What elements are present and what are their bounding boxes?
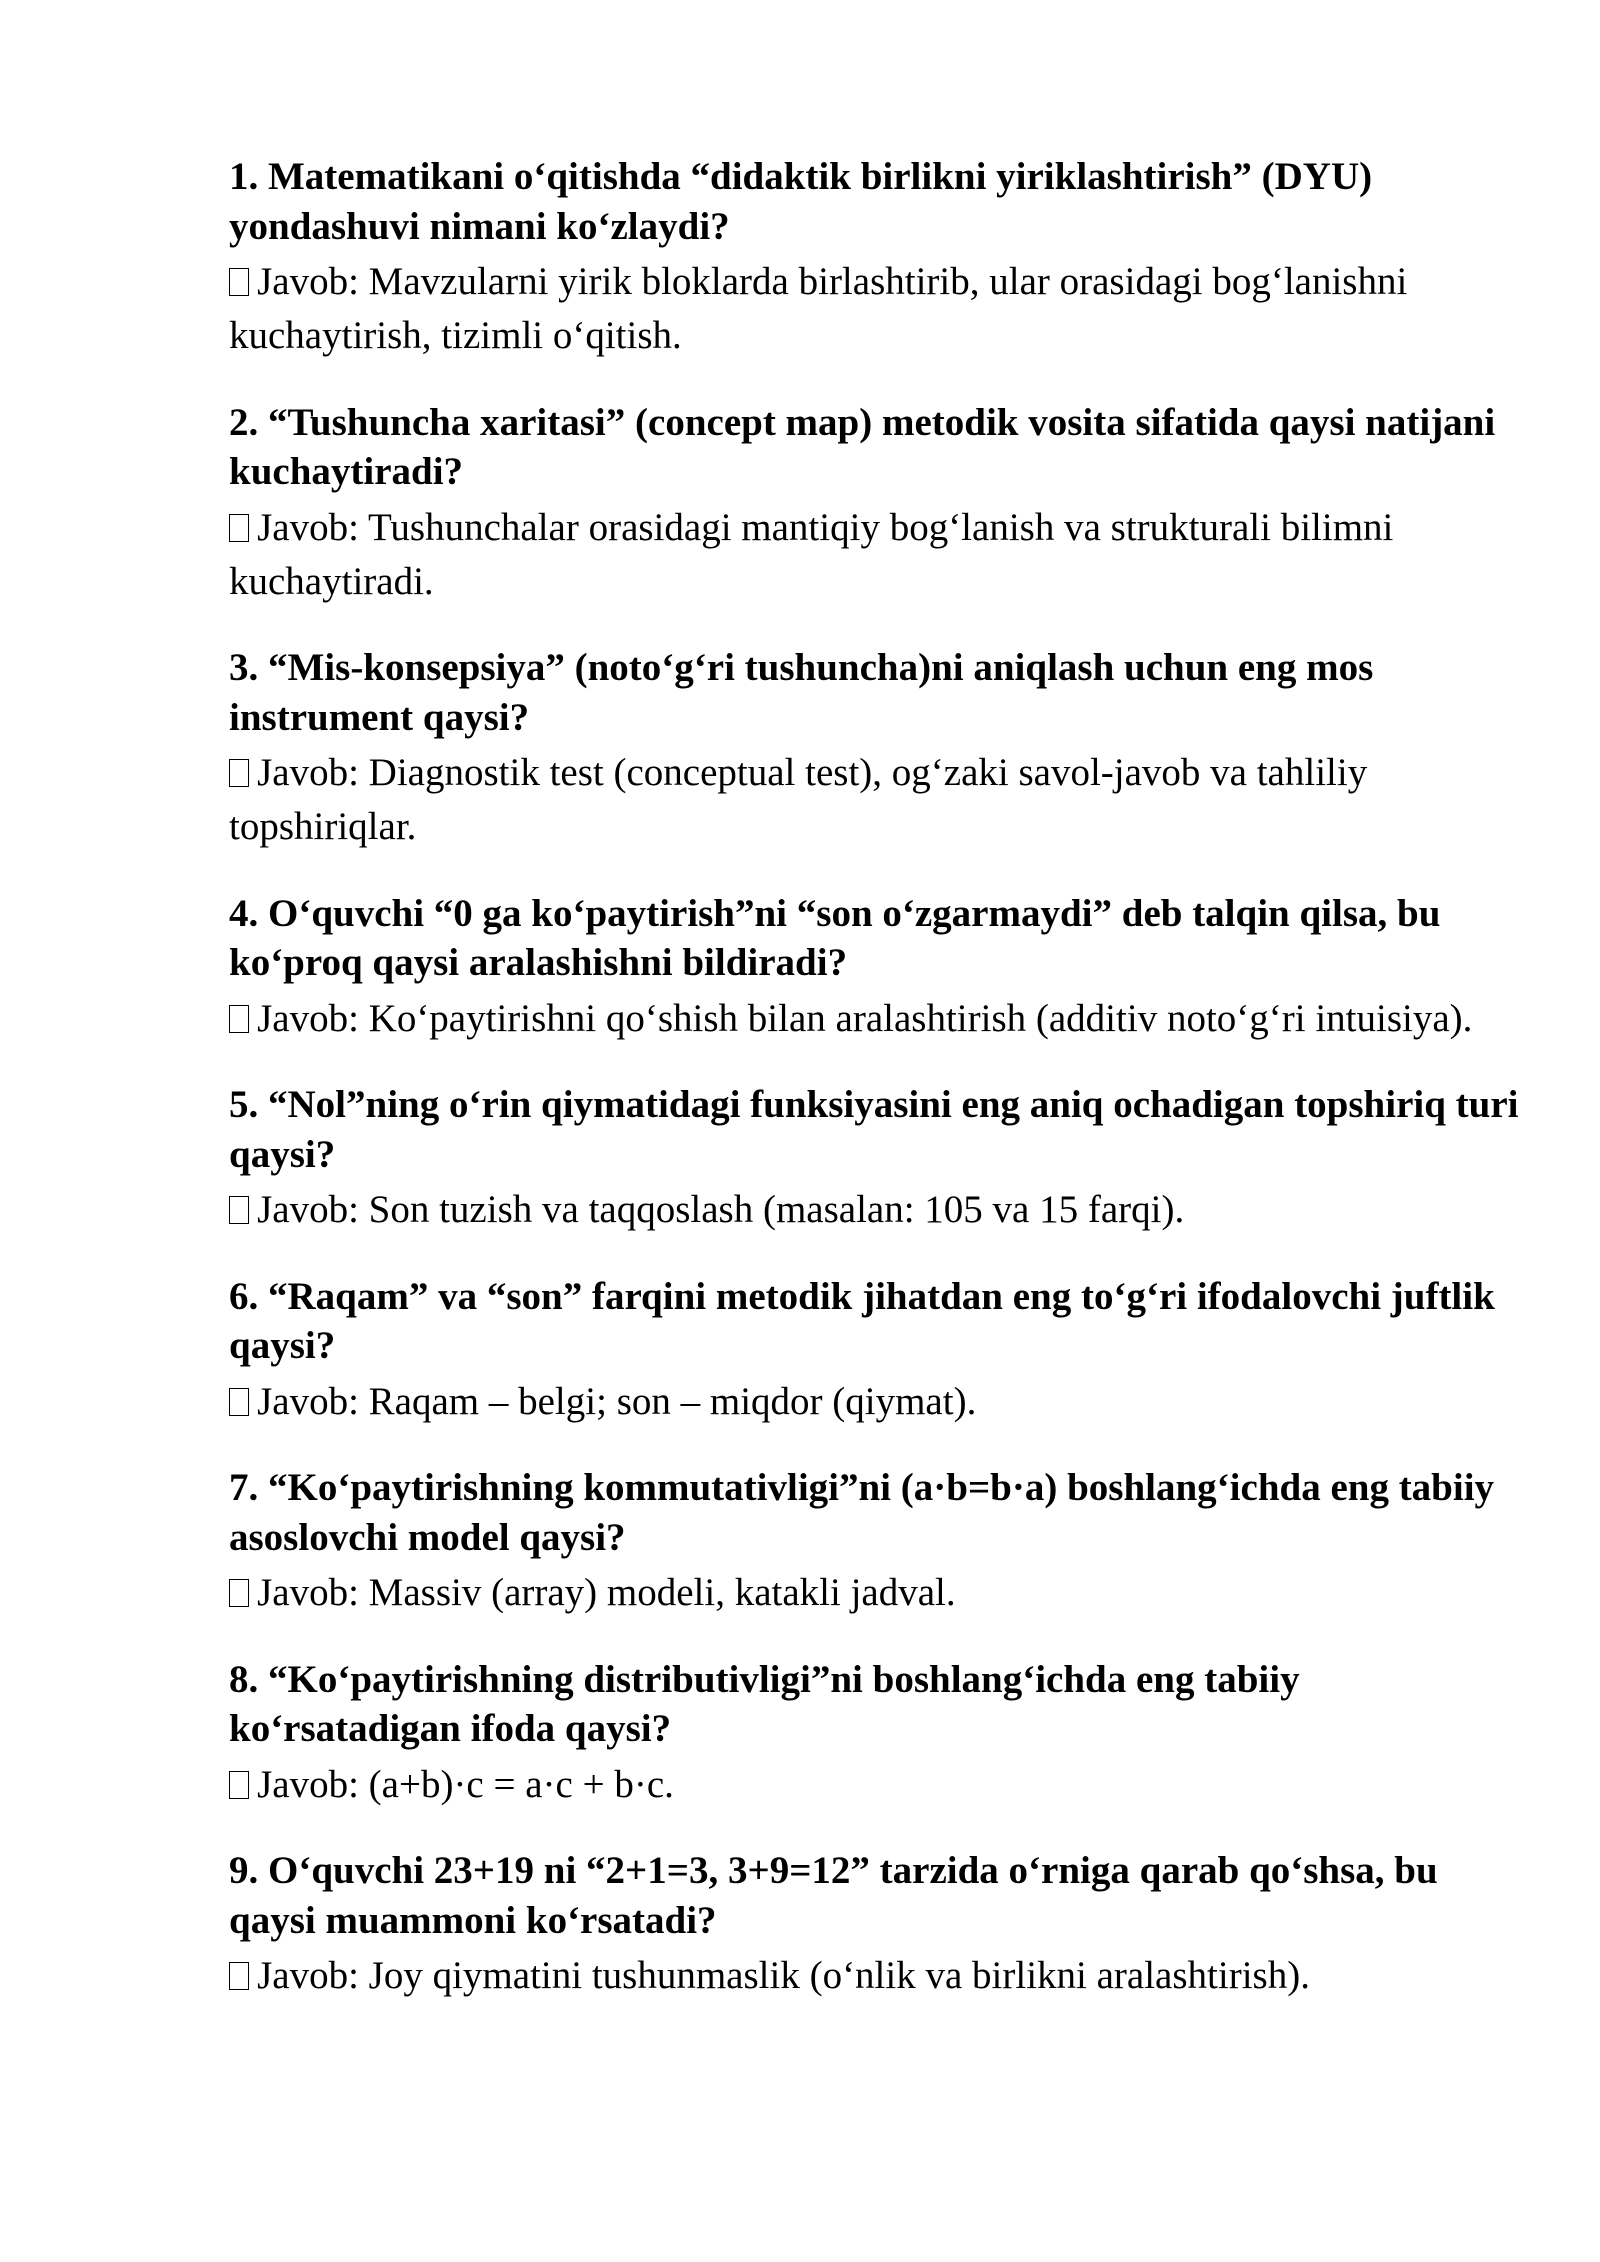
answer-text: Ko‘paytirishni qo‘shish bilan aralashtirish (additiv noto‘g‘ri intuisiya). [368,996,1473,1040]
missing-glyph-icon [229,268,249,296]
qa-item-4 [229,889,1529,1046]
question-4: 4. O‘quvchi “0 ga ko‘paytirish”ni “son o‘zgarmaydi” deb talqin qilsa, bu ko‘proq qaysi aralashishni bildiradi? [229,891,1441,984]
missing-glyph-icon [229,1196,249,1224]
answer-1 [229,255,1529,363]
question-7: 7. “Ko‘paytirishning kommutativligi”ni (a·b=b·a) boshlang‘ichda eng tabiiy asoslovchi model qaysi? [229,1466,1495,1559]
answer-text: Raqam – belgi; son – miqdor (qiymat). [368,1379,977,1423]
answer-label: Javob: [257,1954,359,1997]
answer-3 [229,746,1529,854]
answer-text: Massiv (array) modeli, katakli jadval. [368,1571,956,1614]
qa-item-6 [229,1272,1529,1429]
qa-item-7 [229,1463,1529,1620]
answer-text: Mavzularni yirik bloklarda birlashtirib, ular orasidagi bog‘lanishni kuchaytirish, tizimli o‘qitish. [229,260,1408,357]
answer-7 [229,1566,1529,1620]
answer-label: Javob: [257,751,359,794]
answer-2 [229,501,1529,609]
answer-label: Javob: [257,996,359,1040]
qa-item-2 [229,398,1529,609]
answer-text: Tushunchalar orasidagi mantiqiy bog‘lanish va strukturali bilimni kuchaytiradi. [229,505,1394,603]
missing-glyph-icon [229,759,249,787]
missing-glyph-icon [229,1005,249,1033]
question-5: 5. “Nol”ning o‘rin qiymatidagi funksiyasini eng aniq ochadigan topshiriq turi qaysi? [229,1083,1519,1176]
answer-text: Joy qiymatini tushunmaslik (o‘nlik va birlikni aralashtirish). [368,1954,1310,1997]
qa-item-8 [229,1655,1529,1812]
question-9: 9. O‘quvchi 23+19 ni “2+1=3, 3+9=12” tarzida o‘rniga qarab qo‘shsa, bu qaysi muammoni ko‘rsatadi? [229,1849,1438,1942]
missing-glyph-icon [229,1579,249,1607]
question-2: 2. “Tushuncha xaritasi” (concept map) metodik vosita sifatida qaysi natijani kuchaytiradi? [229,400,1496,493]
answer-label: Javob: [257,1571,359,1614]
missing-glyph-icon [229,1962,249,1990]
answer-label: Javob: [257,505,359,549]
answer-8 [229,1758,1529,1812]
qa-item-1 [229,152,1529,363]
missing-glyph-icon [229,1771,249,1799]
answer-label: Javob: [257,260,359,303]
question-3: 3. “Mis-konsepsiya” (noto‘g‘ri tushuncha)ni aniqlash uchun eng mos instrument qaysi? [229,646,1374,739]
qa-item-5 [229,1080,1529,1237]
answer-text: Son tuzish va taqqoslash (masalan: 105 va 15 farqi). [368,1188,1185,1231]
question-6: 6. “Raqam” va “son” farqini metodik jihatdan eng to‘g‘ri ifodalovchi juftlik qaysi? [229,1274,1495,1367]
answer-9 [229,1949,1529,2003]
missing-glyph-icon [229,1388,249,1416]
question-1: 1. Matematikani o‘qitishda “didaktik birlikni yiriklashtirish” (DYU) yondashuvi nimani ko‘zlaydi? [229,155,1373,248]
answer-label: Javob: [257,1188,359,1231]
answer-label: Javob: [257,1762,359,1806]
answer-4 [229,992,1529,1046]
answer-6 [229,1375,1529,1429]
document-page [229,152,1529,2038]
qa-item-9 [229,1846,1529,2003]
question-8: 8. “Ko‘paytirishning distributivligi”ni boshlang‘ichda eng tabiiy ko‘rsatadigan ifoda qaysi? [229,1657,1300,1750]
answer-text: Diagnostik test (conceptual test), og‘zaki savol-javob va tahliliy topshiriqlar. [229,751,1368,848]
qa-item-3 [229,643,1529,854]
missing-glyph-icon [229,514,249,542]
answer-text: (a+b)·c = a·c + b·c. [368,1762,674,1806]
answer-5 [229,1183,1529,1237]
answer-label: Javob: [257,1379,359,1423]
